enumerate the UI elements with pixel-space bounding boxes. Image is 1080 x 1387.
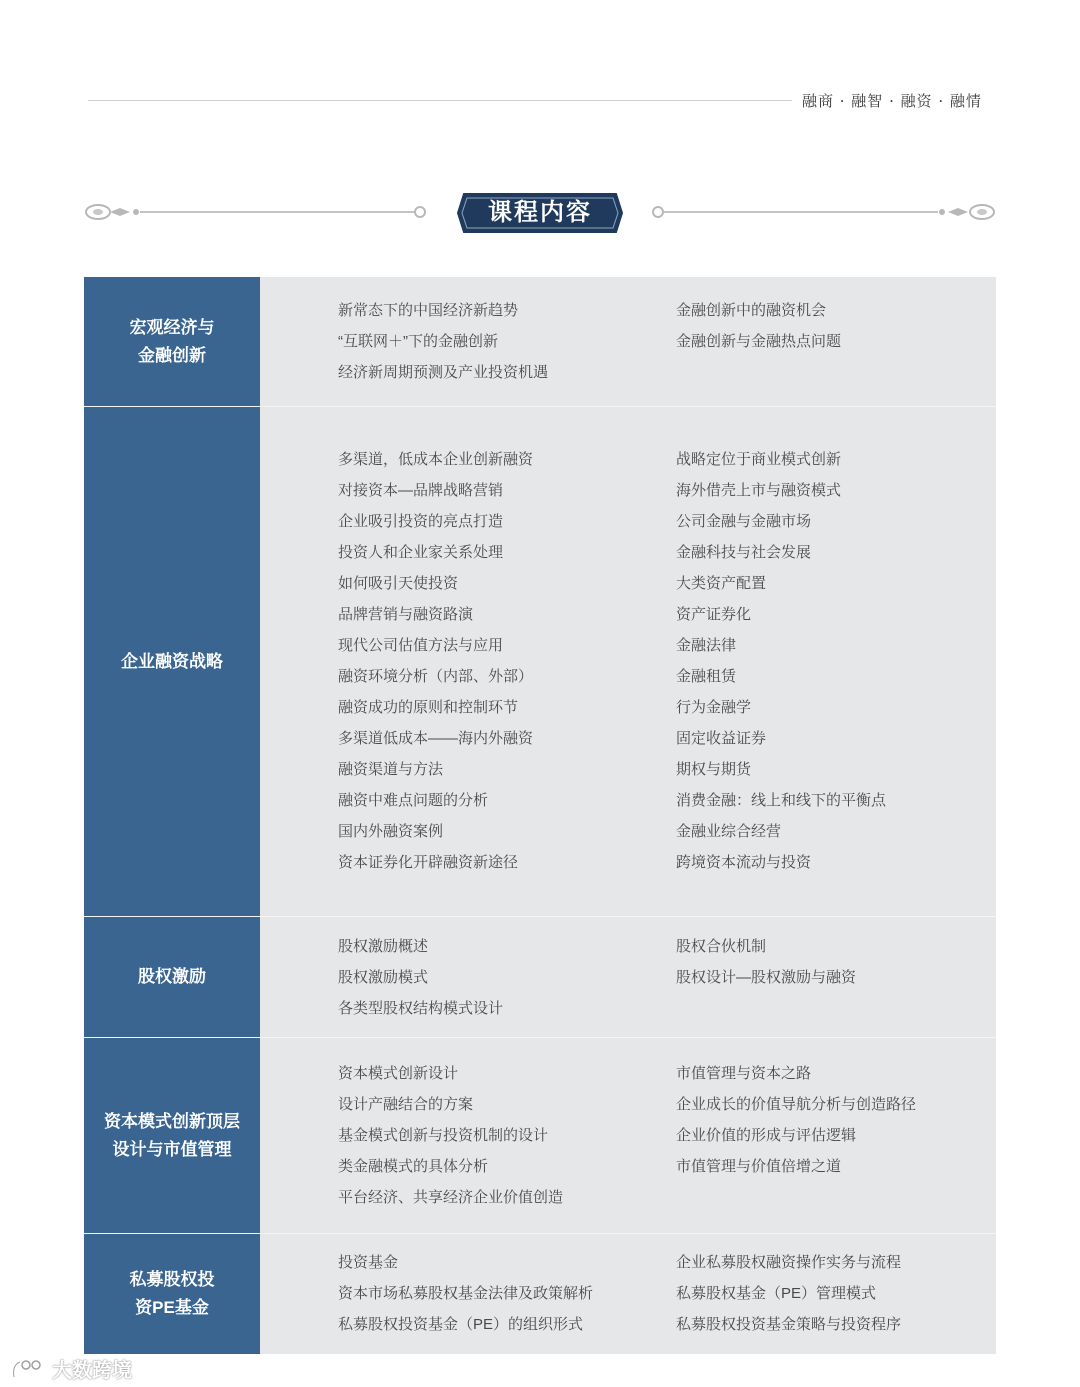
topic-item: 大类资产配置: [676, 575, 767, 592]
category-label: 企业融资战略: [121, 651, 223, 671]
right-ornament-icon: [648, 196, 998, 228]
topic-item: 多渠道，低成本企业创新融资: [338, 451, 534, 468]
topic-item: 股权激励概述: [338, 938, 429, 955]
topic-item: 新常态下的中国经济新趋势: [338, 302, 519, 319]
category-cell: [84, 917, 260, 1037]
topic-item: 企业吸引投资的亮点打造: [338, 513, 504, 530]
left-ornament-icon: [84, 196, 434, 228]
topic-item: 基金模式创新与投资机制的设计: [338, 1127, 549, 1144]
topic-item: 行为金融学: [676, 699, 752, 716]
topic-item: 资本市场私募股权基金法律及政策解析: [338, 1285, 594, 1302]
topic-item: 类金融模式的具体分析: [338, 1158, 489, 1175]
topic-list-left: [338, 931, 503, 1024]
topic-item: “互联网＋”下的金融创新: [338, 333, 498, 350]
topic-item: 各类型股权结构模式设计: [338, 1000, 504, 1017]
category-cell: [84, 1234, 260, 1354]
category-label: 股权激励: [138, 967, 206, 986]
topic-item: 设计产融结合的方案: [338, 1096, 474, 1113]
topic-item: 公司金融与金融市场: [676, 513, 812, 530]
topic-item: 金融租赁: [676, 668, 737, 685]
topic-item: 金融创新中的融资机会: [676, 302, 827, 319]
topic-item: 海外借壳上市与融资模式: [676, 482, 842, 499]
header-divider: [88, 100, 792, 101]
topic-item: 跨境资本流动与投资: [676, 854, 812, 871]
topic-item: 战略定位于商业模式创新: [676, 451, 842, 468]
topic-item: 多渠道低成本——海内外融资: [338, 730, 534, 747]
topic-list-left: [338, 444, 533, 878]
topic-list-left: [338, 1247, 593, 1340]
topic-list-left: [338, 295, 548, 388]
topic-item: 资本证券化开辟融资新途径: [338, 854, 519, 871]
topic-item: 固定收益证券: [676, 730, 767, 747]
topic-item: 品牌营销与融资路演: [338, 606, 474, 623]
topic-item: 融资渠道与方法: [338, 761, 444, 778]
topic-item: 期权与期货: [676, 761, 752, 778]
topic-list-right: [676, 295, 841, 357]
topic-item: 企业价值的形成与评估逻辑: [676, 1127, 857, 1144]
topic-item: 企业私募股权融资操作实务与流程: [676, 1254, 902, 1271]
category-cell: [84, 277, 260, 406]
topic-item: 私募股权基金（PE）管理模式: [676, 1285, 877, 1302]
watermark: [10, 1354, 132, 1383]
course-row-financing: [84, 407, 996, 917]
topic-item: 金融业综合经营: [676, 823, 782, 840]
topic-item: 金融科技与社会发展: [676, 544, 812, 561]
category-cell: [84, 1038, 260, 1233]
topic-item: 私募股权投资基金（PE）的组织形式: [338, 1316, 584, 1333]
watermark-text: 大数跨境: [52, 1360, 132, 1382]
course-row-private-equity: [84, 1234, 996, 1354]
category-label: 私募股权投 资PE基金: [129, 1270, 215, 1317]
topic-item: 融资中难点问题的分析: [338, 792, 489, 809]
category-cell: [84, 407, 260, 916]
topic-item: 股权合伙机制: [676, 938, 767, 955]
topic-item: 经济新周期预测及产业投资机遇: [338, 364, 549, 381]
topic-item: 融资成功的原则和控制环节: [338, 699, 519, 716]
topic-list-left: [338, 1058, 563, 1213]
topic-item: 私募股权投资基金策略与投资程序: [676, 1316, 902, 1333]
course-row-macro: [84, 277, 996, 407]
course-row-capital-model: [84, 1038, 996, 1234]
topic-item: 企业成长的价值导航分析与创造路径: [676, 1096, 917, 1113]
topic-item: 现代公司估值方法与应用: [338, 637, 504, 654]
watermark-logo-icon: [10, 1357, 46, 1381]
category-label: 宏观经济与 金融创新: [129, 317, 215, 365]
topic-item: 如何吸引天使投资: [338, 575, 459, 592]
course-table: [84, 277, 996, 1354]
topic-item: 融资环境分析（内部、外部）: [338, 668, 534, 685]
header-tagline: 融商 · 融智 · 融资 · 融情: [802, 92, 982, 110]
topic-list-right: [676, 1247, 901, 1340]
topic-item: 对接资本—品牌战略营销: [338, 482, 504, 499]
topic-list-right: [676, 1058, 916, 1182]
section-title-badge: [456, 192, 624, 234]
topic-list-right: [676, 444, 886, 878]
category-label: 资本模式创新顶层 设计与市值管理: [104, 1111, 240, 1159]
topic-item: 市值管理与价值倍增之道: [676, 1158, 842, 1175]
course-row-equity: [84, 917, 996, 1038]
topic-item: 资产证券化: [676, 606, 752, 623]
topic-item: 股权设计—股权激励与融资: [676, 969, 857, 986]
topic-item: 消费金融：线上和线下的平衡点: [676, 792, 887, 809]
topic-list-right: [676, 931, 856, 993]
topic-item: 市值管理与资本之路: [676, 1065, 812, 1082]
topic-item: 资本模式创新设计: [338, 1065, 459, 1082]
topic-item: 投资基金: [338, 1254, 399, 1271]
topic-item: 股权激励模式: [338, 969, 429, 986]
topic-item: 投资人和企业家关系处理: [338, 544, 504, 561]
topic-item: 金融创新与金融热点问题: [676, 333, 842, 350]
topic-item: 国内外融资案例: [338, 823, 444, 840]
topic-item: 平台经济、共享经济企业价值创造: [338, 1189, 564, 1206]
section-title: 课程内容: [488, 199, 592, 226]
topic-item: 金融法律: [676, 637, 737, 654]
